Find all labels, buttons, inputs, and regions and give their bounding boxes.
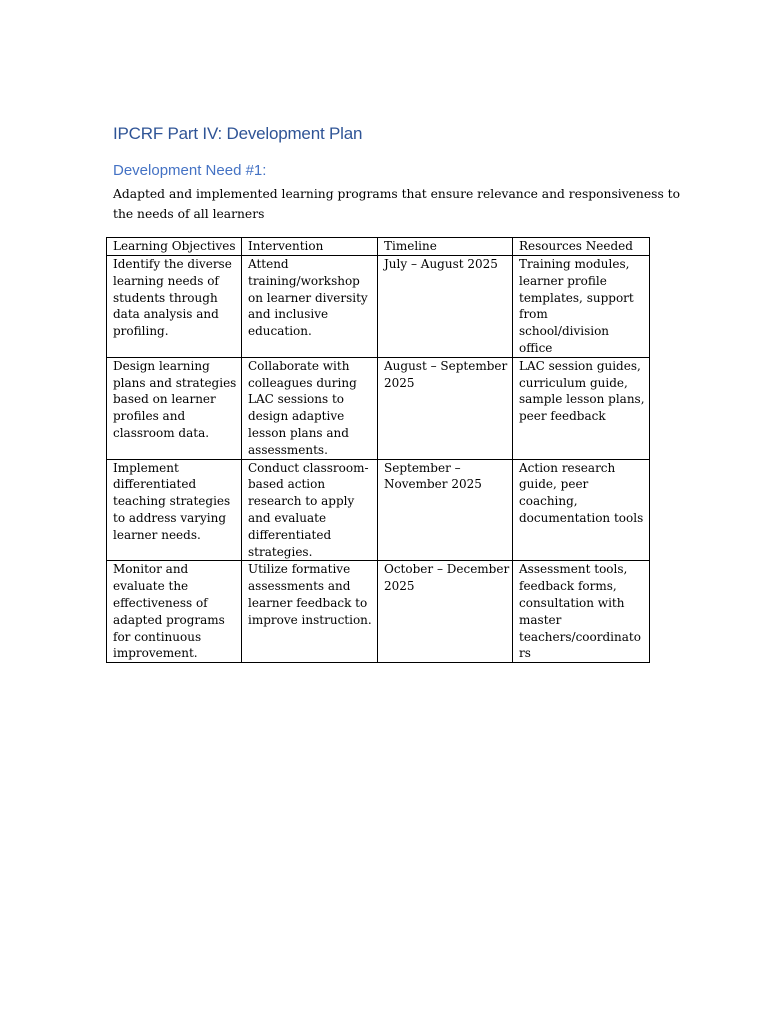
cell-text-line: consultation with [519,595,625,610]
page-title: IPCRF Part IV: Development Plan [113,124,363,143]
cell-text-line: Action research [519,460,616,475]
description-line: Adapted and implemented learning programs that ensure relevance and responsiveness to [113,187,681,201]
cell-text-line: improve instruction. [248,612,372,627]
cell-learning-objective [107,561,242,663]
cell-text-line: improvement. [113,646,198,661]
cell-timeline [378,256,513,358]
cell-text-line: Attend [248,257,289,271]
cell-text-line: teaching strategies [113,494,231,509]
cell-text-line: colleagues during [248,375,357,390]
cell-text-line: strategies. [248,544,313,559]
cell-text-line: Identify the diverse [113,257,232,271]
cell-text-line: Assessment tools, [519,562,628,577]
cell-intervention [242,357,378,459]
cell-text-line: adapted programs [113,612,225,627]
cell-text-line: differentiated [248,527,332,542]
table-row [107,357,650,459]
cell-text-line: coaching, [519,494,578,509]
cell-intervention [242,561,378,663]
cell-text-line: Monitor and [113,562,189,577]
cell-text-line: documentation tools [519,510,644,525]
cell-text-line: curriculum guide, [519,375,628,390]
cell-learning-objective [107,256,242,358]
header-resources-needed: Resources Needed [513,238,650,256]
cell-text-line: classroom data. [113,425,210,440]
cell-text-line: and evaluate [248,510,327,525]
table-row [107,256,650,358]
cell-text-line: templates, support [519,290,634,305]
development-need-description [113,184,681,224]
cell-text-line: to address varying [113,510,227,525]
cell-text-line: education. [248,324,312,339]
table-row [107,561,650,663]
cell-text-line: November 2025 [384,477,482,492]
development-plan-table [106,237,650,663]
cell-text-line: 2025 [384,579,415,594]
cell-timeline [378,561,513,663]
cell-text-line: Implement [113,460,179,475]
cell-resources [513,357,650,459]
cell-text-line: plans and strategies [113,375,237,390]
cell-text-line: school/division [519,324,610,339]
cell-text-line: LAC sessions to [248,392,345,407]
description-line: the needs of all learners [113,207,265,221]
cell-text-line: and inclusive [248,307,329,322]
cell-resources [513,459,650,561]
cell-text-line: assessments and [248,579,351,594]
header-learning-objectives: Learning Objectives [107,238,242,256]
cell-text-line: from [519,307,548,322]
cell-text-line: Collaborate with [248,358,350,373]
cell-text-line: learner feedback to [248,595,368,610]
cell-text-line: profiling. [113,324,169,339]
table-body [107,256,650,663]
cell-text-line: data analysis and [113,307,219,322]
table-header-row [107,238,650,256]
cell-text-line: Utilize formative [248,562,351,577]
cell-text-line: learner needs. [113,527,201,542]
cell-text-line: master [519,612,562,627]
cell-timeline [378,357,513,459]
cell-text-line: based action [248,477,326,492]
cell-text-line: for continuous [113,629,202,644]
cell-text-line: evaluate the [113,579,189,594]
cell-text-line: assessments. [248,442,328,457]
cell-text-line: effectiveness of [113,595,208,610]
cell-text-line: learner profile [519,273,607,288]
cell-text-line: rs [519,646,531,661]
cell-text-line: sample lesson plans, [519,392,645,407]
cell-learning-objective [107,459,242,561]
cell-text-line: office [519,340,553,355]
cell-text-line: peer feedback [519,409,606,424]
cell-text-line: September – [384,460,461,475]
cell-intervention [242,459,378,561]
cell-text-line: on learner diversity [248,290,368,305]
cell-text-line: July – August 2025 [384,257,498,271]
cell-text-line: Design learning [113,358,210,373]
cell-text-line: training/workshop [248,273,360,288]
cell-text-line: based on learner [113,392,216,407]
cell-text-line: Training modules, [519,257,630,271]
cell-intervention [242,256,378,358]
cell-text-line: October – December [384,562,510,577]
cell-text-line: design adaptive [248,409,345,424]
cell-text-line: research to apply [248,494,355,509]
table-row [107,459,650,561]
header-intervention: Intervention [242,238,378,256]
cell-text-line: students through [113,290,218,305]
cell-text-line: learning needs of [113,273,219,288]
cell-learning-objective [107,357,242,459]
cell-text-line: LAC session guides, [519,358,641,373]
cell-resources [513,561,650,663]
development-need-heading: Development Need #1: [113,162,267,179]
cell-text-line: Conduct classroom- [248,460,369,475]
cell-text-line: profiles and [113,409,186,424]
cell-timeline [378,459,513,561]
cell-resources [513,256,650,358]
cell-text-line: guide, peer [519,477,589,492]
cell-text-line: differentiated [113,477,197,492]
cell-text-line: teachers/coordinato [519,629,641,644]
header-timeline: Timeline [378,238,513,256]
cell-text-line: 2025 [384,375,415,390]
cell-text-line: feedback forms, [519,579,617,594]
cell-text-line: August – September [384,358,508,373]
cell-text-line: lesson plans and [248,425,349,440]
